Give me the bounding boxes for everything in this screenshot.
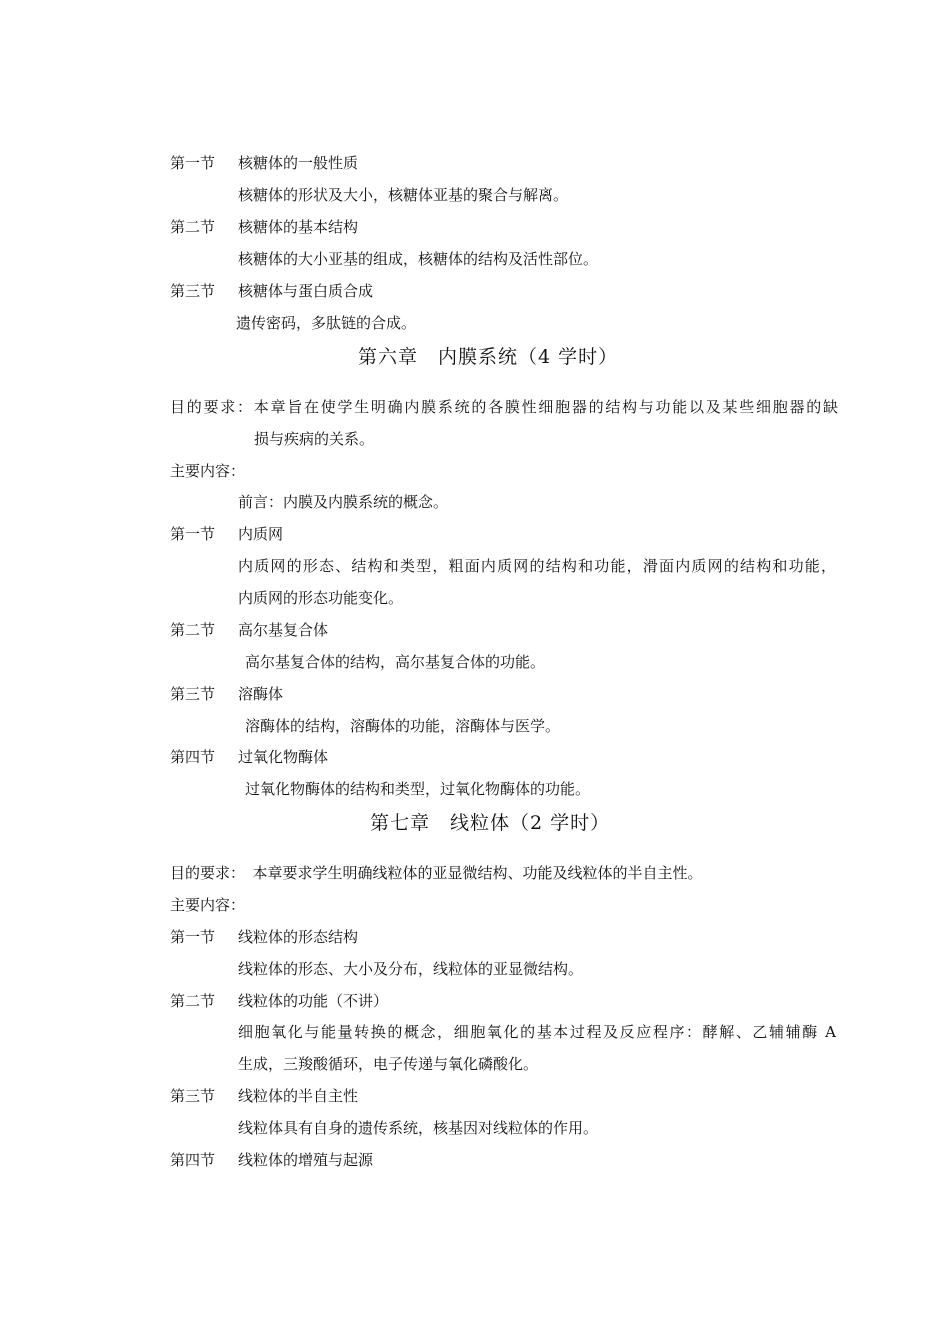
section-title: 核糖体的一般性质 — [238, 154, 359, 172]
section-title: 高尔基复合体 — [238, 621, 329, 639]
section-content: 细胞氧化与能量转换的概念，细胞氧化的基本过程及反应程序：酵解、乙辅辅酶 A — [238, 1023, 836, 1041]
section-title: 线粒体的形态结构 — [238, 928, 359, 946]
section-content: 过氧化物酶体的结构和类型，过氧化物酶体的功能。 — [245, 780, 591, 798]
section-content: 线粒体的形态、大小及分布，线粒体的亚显微结构。 — [238, 960, 584, 978]
objective-text: 目的要求： 本章要求学生明确线粒体的亚显微结构、功能及线粒体的半自主性。 — [170, 864, 703, 882]
chapter-title: 第七章 线粒体（2 学时） — [370, 812, 611, 834]
section-content-continued: 生成，三羧酸循环，电子传递与氧化磷酸化。 — [238, 1055, 539, 1073]
section-content: 线粒体具有自身的遗传系统，核基因对线粒体的作用。 — [238, 1119, 599, 1137]
chapter-title: 第六章 内膜系统（4 学时） — [358, 346, 619, 368]
section-label: 第三节 — [170, 282, 216, 300]
section-title: 核糖体的基本结构 — [238, 218, 359, 236]
section-content: 核糖体的形状及大小，核糖体亚基的聚合与解离。 — [238, 186, 569, 204]
section-title: 核糖体与蛋白质合成 — [238, 282, 374, 300]
section-content: 高尔基复合体的结构，高尔基复合体的功能。 — [245, 653, 546, 671]
section-label: 第一节 — [170, 928, 216, 946]
section-title: 线粒体的功能（不讲） — [238, 992, 389, 1010]
section-label: 第四节 — [170, 748, 216, 766]
section-label: 第二节 — [170, 218, 216, 236]
section-title: 线粒体的半自主性 — [238, 1087, 359, 1105]
section-content-continued: 内质网的形态功能变化。 — [238, 589, 404, 607]
preface-text: 前言：内膜及内膜系统的概念。 — [238, 493, 449, 511]
section-label: 第四节 — [170, 1151, 216, 1169]
section-content: 遗传密码，多肽链的合成。 — [236, 314, 417, 332]
section-title: 过氧化物酶体 — [238, 748, 329, 766]
objective-text: 目的要求：本章旨在使学生明确内膜系统的各膜性细胞器的结构与功能以及某些细胞器的缺 — [170, 398, 838, 416]
section-label: 第二节 — [170, 621, 216, 639]
section-content: 溶酶体的结构，溶酶体的功能，溶酶体与医学。 — [245, 717, 561, 735]
section-title: 线粒体的增殖与起源 — [238, 1151, 374, 1169]
objective-text-continued: 损与疾病的关系。 — [254, 430, 375, 448]
section-label: 第二节 — [170, 992, 216, 1010]
section-title: 内质网 — [238, 525, 284, 543]
section-content: 核糖体的大小亚基的组成，核糖体的结构及活性部位。 — [238, 250, 599, 268]
section-label: 第一节 — [170, 525, 216, 543]
section-label: 第三节 — [170, 1087, 216, 1105]
section-label: 第一节 — [170, 154, 216, 172]
section-label: 第三节 — [170, 685, 216, 703]
section-content: 内质网的形态、结构和类型，粗面内质网的结构和功能，滑面内质网的结构和功能， — [238, 557, 836, 575]
main-content-label: 主要内容： — [170, 462, 246, 480]
main-content-label: 主要内容： — [170, 896, 246, 914]
section-title: 溶酶体 — [238, 685, 284, 703]
